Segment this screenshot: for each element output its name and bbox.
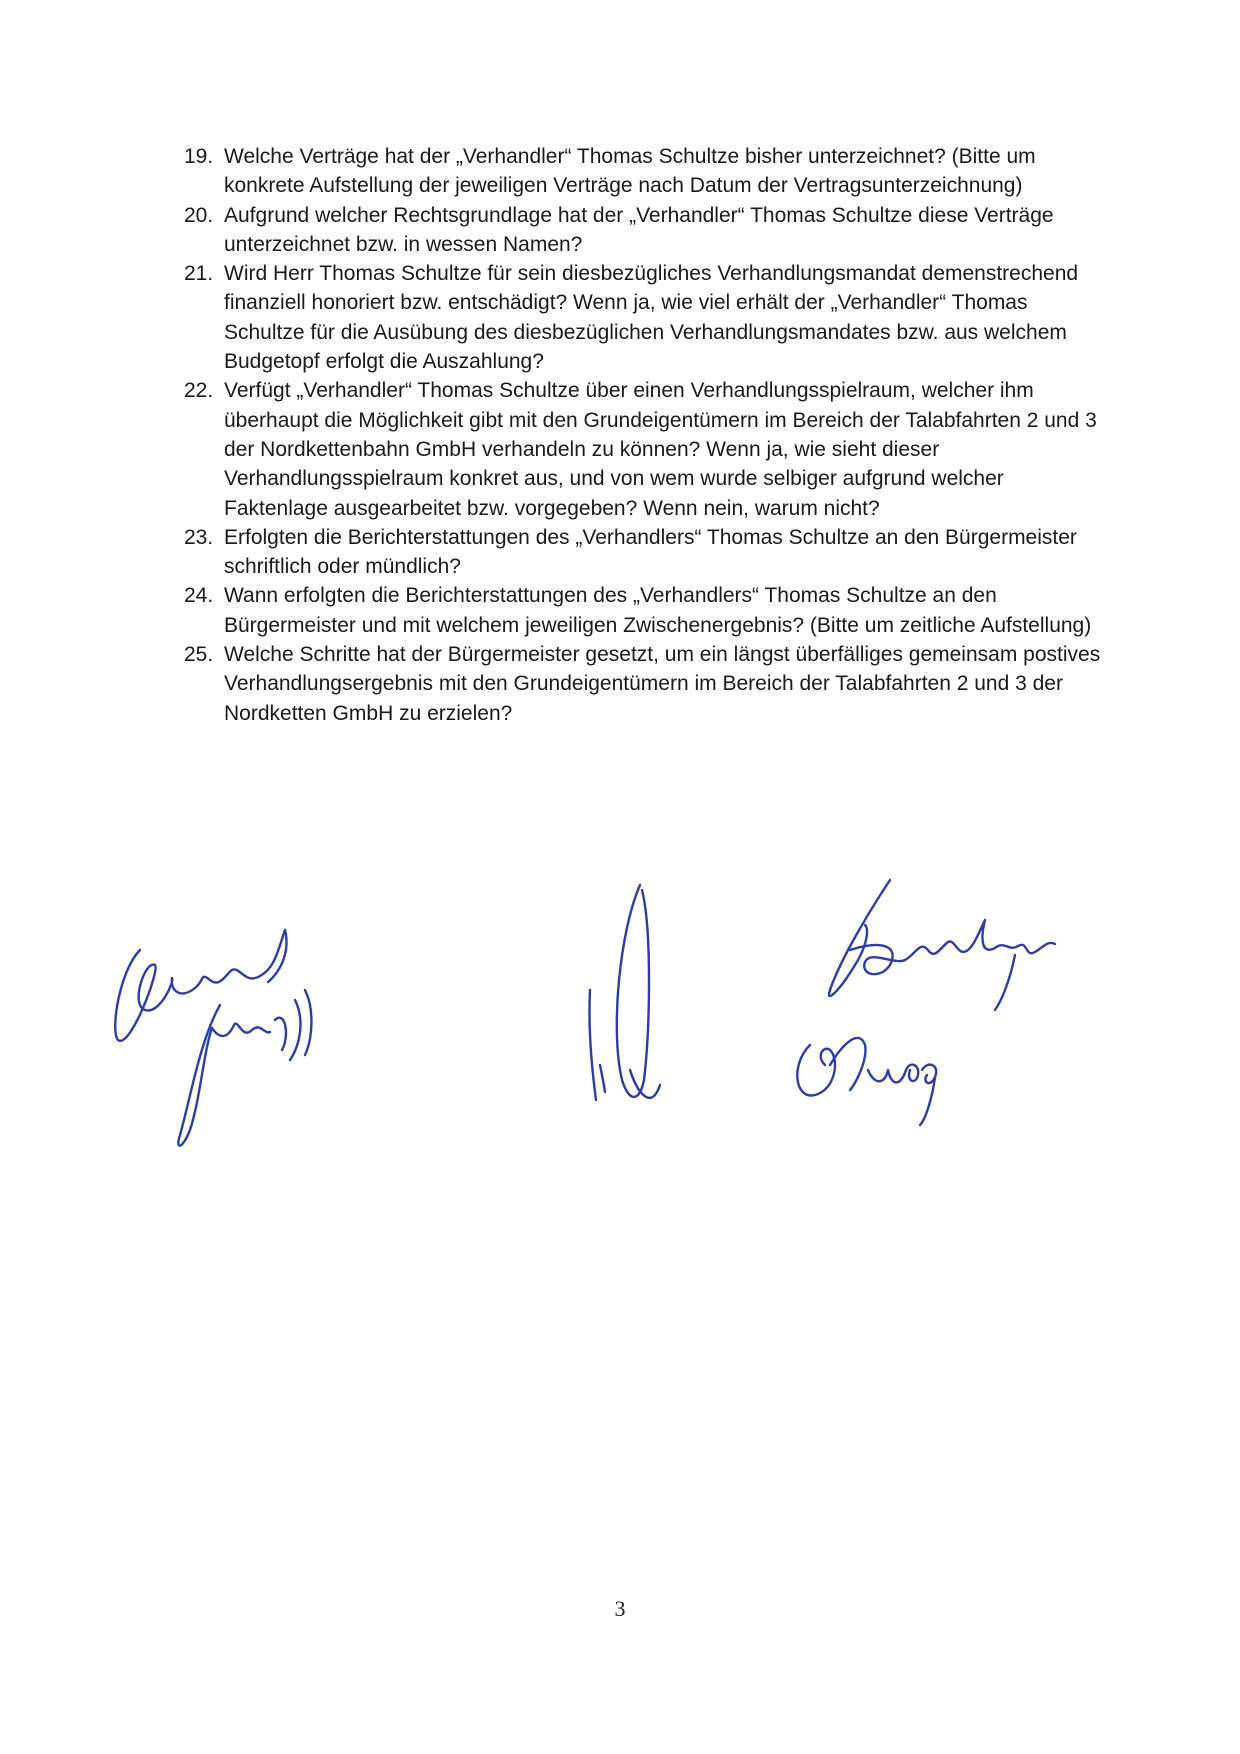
question-number: 24. — [184, 584, 214, 608]
question-text: Verfügt „Verhandler“ Thomas Schultze über einen Verhandlungsspielraum, welcher ihm überhaupt die Möglichkeit gibt mit den Grundeigentümern im Bereich der Talabfahrten 2 und 3 der Nordkettenbahn GmbH verhandeln zu können? Wenn ja, wie sieht dieser Verhandlungsspielraum konkret aus, und von wem wurde selbiger aufgrund welcher Faktenlage ausgearbeitet bzw. vorgegeben? Wenn nein, warum nicht? — [224, 379, 1097, 520]
question-item — [184, 142, 1104, 201]
question-text: Aufgrund welcher Rechtsgrundlage hat der „Verhandler“ Thomas Schultze diese Verträge unterzeichnet bzw. in wessen Namen? — [224, 203, 1054, 256]
question-item — [184, 581, 1104, 640]
question-number: 21. — [184, 262, 214, 286]
signature-left — [100, 910, 400, 1160]
question-text: Wird Herr Thomas Schultze für sein diesbezügliches Verhandlungsmandat demenstrechend finanziell honoriert bzw. entschädigt? Wenn ja, wie viel erhält der „Verhandler“ Thomas Schultze für die Ausübung des diesbezüglichen Verhandlungsmandates bzw. aus welchem Budgetopf erfolgt die Auszahlung? — [224, 262, 1079, 374]
signature-right — [770, 870, 1090, 1140]
question-number: 19. — [184, 145, 214, 168]
question-number: 25. — [184, 643, 214, 667]
question-list — [184, 142, 1104, 728]
signature-middle — [560, 870, 710, 1140]
question-text: Welche Verträge hat der „Verhandler“ Thomas Schultze bisher unterzeichnet? (Bitte um konkrete Aufstellung der jeweiligen Verträge nach Datum der Vertragsunterzeichnung) — [224, 145, 1036, 198]
question-item — [184, 523, 1104, 582]
question-text: Wann erfolgten die Berichterstattungen des „Verhandlers“ Thomas Schultze an den Bürgermeister und mit welchem jeweiligen Zwischenergebnis? (Bitte um zeitliche Aufstellung) — [224, 584, 1092, 637]
question-item — [184, 376, 1104, 522]
question-item — [184, 201, 1104, 260]
question-item — [184, 640, 1104, 728]
question-number: 22. — [184, 379, 214, 403]
page-number: 3 — [614, 1596, 626, 1621]
question-text: Welche Schritte hat der Bürgermeister gesetzt, um ein längst überfälliges gemeinsam postives Verhandlungsergebnis mit den Grundeigentümern im Bereich der Talabfahrten 2 und 3 der Nordketten GmbH zu erzielen? — [224, 643, 1101, 725]
question-item — [184, 259, 1104, 376]
question-number: 23. — [184, 525, 214, 549]
signature-area — [0, 870, 1240, 1160]
question-number: 20. — [184, 203, 214, 227]
question-text: Erfolgten die Berichterstattungen des „Verhandlers“ Thomas Schultze an den Bürgermeister schriftlich oder mündlich? — [224, 525, 1077, 579]
